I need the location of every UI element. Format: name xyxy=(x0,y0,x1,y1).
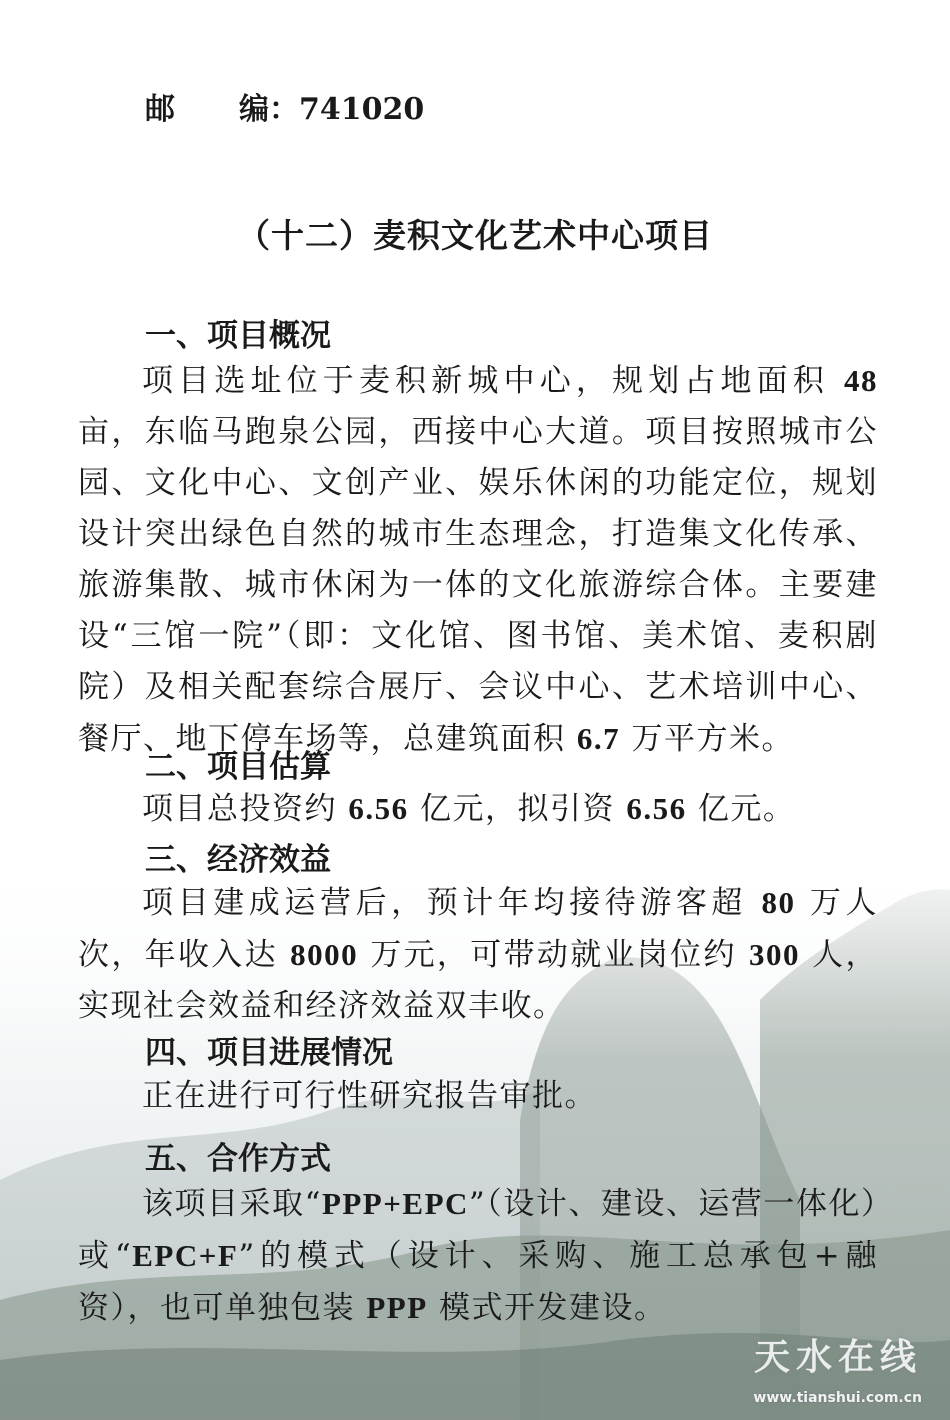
cooperation-paragraph xyxy=(78,1178,878,1334)
cooperation-mode-epc-f: EPC+F xyxy=(132,1238,239,1273)
cooperation-text-2: ”（设计、建设、运营一体化）或“ xyxy=(78,1186,878,1274)
benefit-text-1: 项目建成运营后，预计年均接待游客超 xyxy=(142,885,762,921)
site-watermark-logo: 天水在线 xyxy=(753,1337,922,1378)
benefit-text-3: 万元，可带动就业岗位约 xyxy=(358,937,749,973)
estimate-total-value: 6.56 xyxy=(348,791,409,826)
benefit-visitors-value: 80 xyxy=(761,885,796,920)
cooperation-mode-ppp: PPP xyxy=(366,1290,428,1325)
overview-text-2: 亩，东临马跑泉公园，西接中心大道。项目按照城市公园、文化中心、文创产业、娱乐休闲的功能定位，规划设计突出绿色自然的城市生态理念，打造集文化传承、旅游集散、城市休闲为一体的文化旅游综合体。主要建设“三馆一院”（即：文化馆、图书馆、美术馆、麦积剧院）及相关配套综合展厅、会议中心、艺术培训中心、餐厅、地下停车场等，总建筑面积 xyxy=(78,414,878,757)
postal-label-1: 邮 xyxy=(145,92,175,127)
site-watermark-url: www.tianshui.com.cn xyxy=(753,1390,922,1406)
estimate-text-1: 项目总投资约 xyxy=(142,791,349,827)
overview-paragraph xyxy=(78,355,878,765)
benefit-jobs-value: 300 xyxy=(749,937,800,972)
estimate-attract-value: 6.56 xyxy=(626,791,687,826)
estimate-paragraph xyxy=(78,783,878,835)
section-heading-progress: 四、项目进展情况 xyxy=(145,1035,393,1071)
overview-building-area-value: 6.7 xyxy=(576,721,621,756)
estimate-text-3: 亿元。 xyxy=(686,791,796,827)
section-heading-overview: 一、项目概况 xyxy=(145,318,331,354)
estimate-text-2: 亿元，拟引资 xyxy=(408,791,627,827)
benefit-text-4: 人，实现社会效益和经济效益双丰收。 xyxy=(78,937,878,1024)
overview-area-value: 48 xyxy=(844,363,878,398)
postal-label-2: 编： xyxy=(239,92,299,127)
benefit-text-2: 万人次，年收入达 xyxy=(78,885,879,973)
cooperation-mode-ppp-epc: PPP+EPC xyxy=(321,1186,469,1221)
progress-paragraph xyxy=(78,1071,878,1122)
section-heading-cooperation: 五、合作方式 xyxy=(145,1141,331,1177)
postal-code: 741020 xyxy=(299,92,425,127)
section-heading-benefit: 三、经济效益 xyxy=(145,842,331,878)
overview-text-1: 项目选址位于麦积新城中心，规划占地面积 xyxy=(142,363,844,399)
progress-text: 正在进行可行性研究报告审批。 xyxy=(142,1078,597,1114)
cooperation-text-1: 该项目采取“ xyxy=(142,1186,322,1222)
page-title: （十二）麦积文化艺术中心项目 xyxy=(237,216,713,255)
cooperation-text-4: 模式开发建设。 xyxy=(427,1290,667,1326)
postal-code-line xyxy=(145,84,424,128)
benefit-paragraph xyxy=(78,877,878,1032)
section-heading-estimate: 二、项目估算 xyxy=(145,749,331,785)
benefit-income-value: 8000 xyxy=(290,937,359,972)
cooperation-text-3: ”的模式（设计、采购、施工总承包+融资），也可单独包装 xyxy=(78,1238,878,1326)
overview-text-3: 万平方米。 xyxy=(620,721,794,757)
